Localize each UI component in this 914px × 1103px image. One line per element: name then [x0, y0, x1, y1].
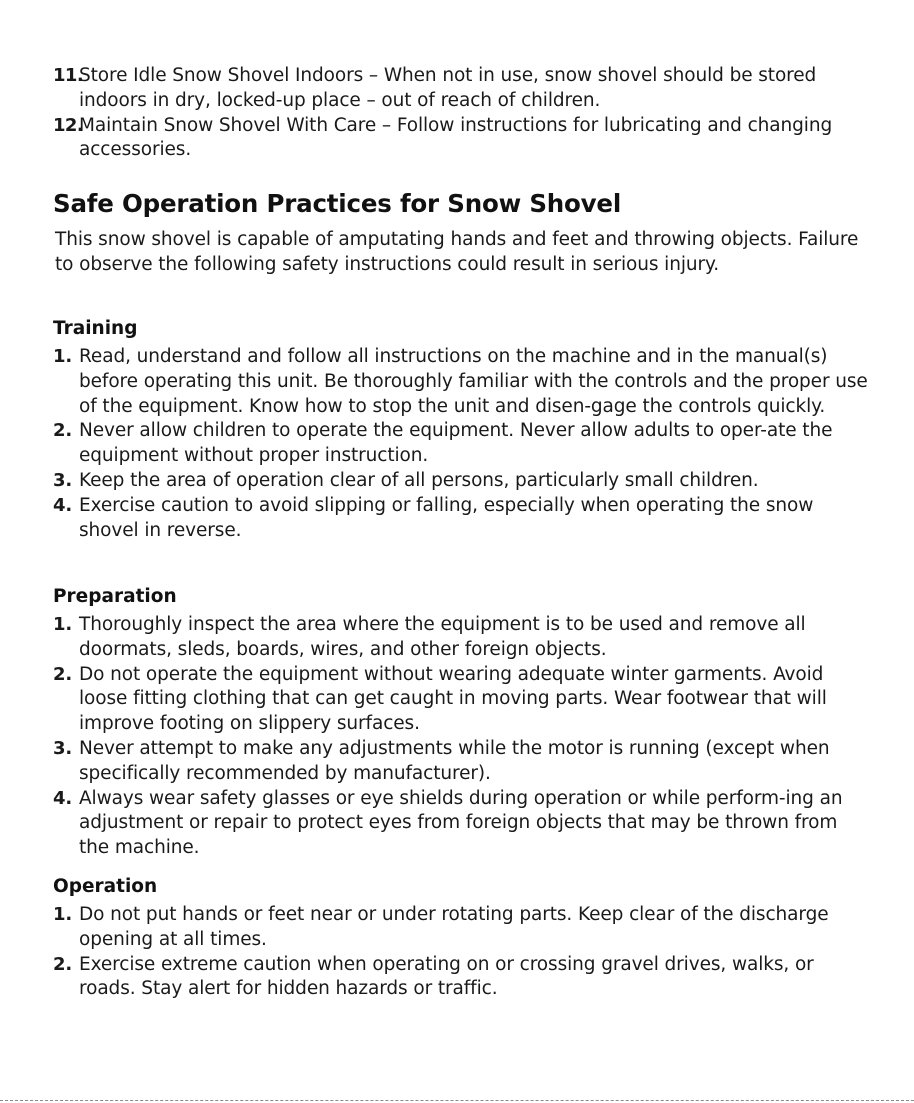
item-number: 3.	[53, 737, 73, 759]
item-number: 2.	[53, 953, 73, 975]
item-text: Read, understand and follow all instructions on the machine and in the manual(s) before operating this unit. Be thoroughly familiar with the controls and the proper use of the equipment. Know how to stop the unit and disen-gage the controls quickly.	[79, 346, 868, 417]
item-number: 4.	[53, 494, 73, 516]
item-number: 2.	[53, 663, 73, 685]
item-number: 1.	[53, 904, 73, 925]
item-text: Thoroughly inspect the area where the equipment is to be used and remove all doormats, sleds, boards, wires, and other foreign objects.	[79, 614, 806, 660]
item-text: Do not put hands or feet near or under rotating parts. Keep clear of the discharge opening at all times.	[79, 904, 829, 950]
item-number: 2.	[53, 420, 73, 442]
item-text: Do not operate the equipment without wearing adequate winter garments. Avoid loose fitting clothing that can get caught in moving parts. Wear footwear that will improve footing on slippery surfaces.	[79, 663, 827, 735]
training-section	[53, 317, 873, 543]
item-number: 1.	[53, 614, 73, 635]
list-item-12	[53, 114, 873, 164]
item-text: Maintain Snow Shovel With Care – Follow instructions for lubricating and changing accessories.	[79, 114, 833, 161]
item-number: 12.	[53, 114, 84, 136]
list-item-11	[53, 64, 873, 114]
top-list	[53, 64, 873, 163]
training-heading: Training	[53, 318, 138, 339]
page-bottom-rule	[0, 1100, 914, 1101]
list-item	[53, 953, 873, 1003]
intro-paragraph: This snow shovel is capable of amputating hands and feet and throwing objects. Failure to observe the following safety instructions could result in serious injury.	[55, 229, 859, 275]
operation-heading: Operation	[53, 876, 158, 897]
preparation-heading: Preparation	[53, 586, 177, 607]
item-number: 11.	[53, 65, 84, 86]
item-text: Exercise extreme caution when operating on or crossing gravel drives, walks, or roads. Stay alert for hidden hazards or traffic.	[79, 953, 814, 1000]
preparation-section	[53, 585, 873, 861]
section-title: Safe Operation Practices for Snow Shovel	[53, 189, 622, 218]
item-number: 1.	[53, 346, 73, 367]
item-text: Always wear safety glasses or eye shields during operation or while perform-ing an adjustment or repair to protect eyes from foreign objects that may be thrown from the machine.	[79, 787, 843, 859]
item-text: Never allow children to operate the equipment. Never allow adults to oper-ate the equipment without proper instruction.	[79, 420, 833, 467]
list-item	[53, 663, 873, 737]
list-item	[53, 613, 873, 663]
item-text: Never attempt to make any adjustments while the motor is running (except when specifically recommended by manufacturer).	[79, 737, 830, 784]
list-item	[53, 737, 873, 787]
training-list	[53, 345, 873, 543]
item-number: 3.	[53, 469, 73, 491]
operation-section	[53, 875, 873, 1002]
list-item	[53, 903, 873, 953]
item-number: 4.	[53, 787, 73, 809]
list-item	[53, 345, 873, 419]
item-text: Keep the area of operation clear of all persons, particularly small children.	[79, 469, 759, 491]
list-item	[53, 469, 873, 494]
item-text: Exercise caution to avoid slipping or falling, especially when operating the snow shovel in reverse.	[79, 494, 814, 541]
list-item	[53, 419, 873, 469]
list-item	[53, 494, 873, 544]
list-item	[53, 787, 873, 861]
item-text: Store Idle Snow Shovel Indoors – When not in use, snow shovel should be stored indoors in dry, locked-up place – out of reach of children.	[79, 65, 817, 111]
operation-list	[53, 903, 873, 1002]
preparation-list	[53, 613, 873, 861]
